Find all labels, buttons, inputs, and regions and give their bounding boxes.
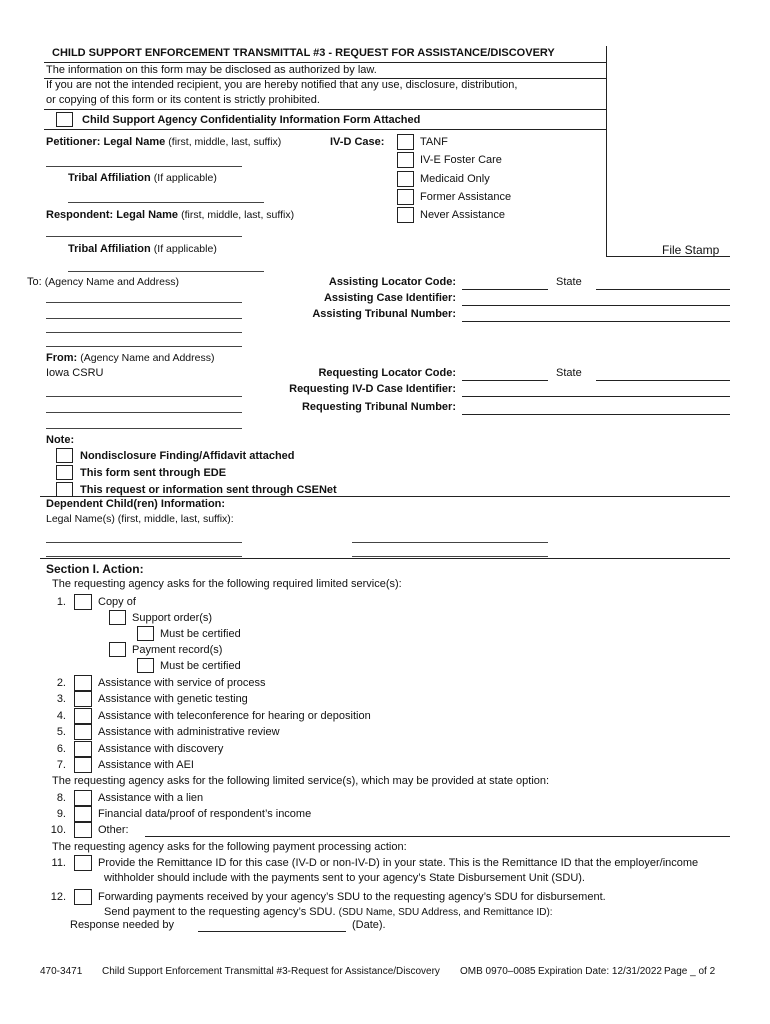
item7-number: 7. [56, 759, 66, 771]
item6-checkbox[interactable] [74, 741, 92, 757]
tribal-hint: (If applicable) [153, 172, 217, 184]
file-stamp-label: File Stamp [662, 243, 720, 257]
item2-number: 2. [56, 677, 66, 689]
nondisclosure-label: Nondisclosure Finding/Affidavit attached [80, 450, 295, 462]
requesting-case-label: Requesting IV-D Case Identifier: [289, 383, 456, 395]
petitioner-legal-label: Legal Name [103, 136, 166, 148]
requesting-locator-field[interactable] [462, 380, 548, 381]
respondent-heading [46, 210, 294, 221]
footer-expiration: Expiration Date: 12/31/2022 [538, 966, 662, 977]
ede-label: This form sent through EDE [80, 467, 227, 479]
to-address-line-4[interactable] [46, 346, 242, 347]
ivd-medicaid-label: Medicaid Only [420, 173, 490, 185]
item8-label: Assistance with a lien [98, 792, 204, 804]
respondent-hint: (first, middle, last, suffix) [181, 209, 295, 221]
section1-title: Section I. Action: [46, 562, 144, 576]
file-stamp-rule [606, 256, 730, 257]
header-rule-1 [44, 62, 606, 63]
payment-records-label: Payment record(s) [132, 644, 223, 656]
item10-number: 10. [50, 824, 66, 836]
requesting-tribunal-field[interactable] [462, 414, 730, 415]
child-name-field-3[interactable] [46, 556, 242, 557]
to-address-line-1[interactable] [46, 302, 242, 303]
support-orders-checkbox[interactable] [109, 610, 126, 625]
note-label: Note: [46, 434, 75, 446]
item6-label: Assistance with discovery [98, 743, 224, 755]
children-hint: Legal Name(s) (first, middle, last, suffix): [46, 513, 234, 525]
response-date-suffix: (Date). [352, 919, 386, 931]
ivd-case-label: IV-D Case: [330, 136, 385, 148]
respondent-legal-label: Legal Name [116, 209, 179, 221]
support-certified-checkbox[interactable] [137, 626, 154, 641]
item9-label: Financial data/proof of respondent’s income [98, 808, 312, 820]
item12-line-2 [104, 907, 553, 918]
item9-checkbox[interactable] [74, 806, 92, 822]
petitioner-name-field[interactable] [46, 166, 242, 167]
item5-number: 5. [56, 726, 66, 738]
tribal2-heading [68, 244, 217, 255]
tribal-label: Tribal Affiliation [68, 172, 151, 184]
requesting-tribunal-label: Requesting Tribunal Number: [301, 401, 456, 413]
ivd-foster-label: IV-E Foster Care [420, 154, 502, 166]
child-name-field-4[interactable] [352, 556, 548, 557]
item11-checkbox[interactable] [74, 855, 92, 871]
response-date-field[interactable] [198, 931, 346, 932]
assisting-state-field[interactable] [596, 289, 730, 290]
ede-checkbox[interactable] [56, 465, 73, 480]
from-heading [46, 353, 214, 364]
from-address-line-1[interactable] [46, 396, 242, 397]
nondisclosure-checkbox[interactable] [56, 448, 73, 463]
csenet-checkbox[interactable] [56, 482, 73, 497]
other-field[interactable] [145, 836, 730, 837]
notice-line-1: If you are not the intended recipient, you are hereby notified that any use, disclosure, distribution, [46, 79, 518, 91]
notice-line-2: or copying of this form or its content is strictly prohibited. [46, 94, 320, 106]
copy-of-checkbox[interactable] [74, 594, 92, 610]
ivd-foster-checkbox[interactable] [397, 152, 414, 168]
to-address-line-3[interactable] [46, 332, 242, 333]
footer-page: Page _ of 2 [664, 966, 716, 977]
item11-line-2: withholder should include with the payments sent to your agency’s State Disbursement Unit (SDU). [104, 872, 585, 884]
confidentiality-checkbox[interactable] [56, 112, 73, 127]
footer-form-title: Child Support Enforcement Transmittal #3-Request for Assistance/Discovery [102, 966, 440, 977]
item3-label: Assistance with genetic testing [98, 693, 248, 705]
item6-number: 6. [56, 743, 66, 755]
item2-label: Assistance with service of process [98, 677, 266, 689]
ivd-medicaid-checkbox[interactable] [397, 171, 414, 187]
tribal-heading [68, 173, 217, 184]
children-bottom-rule [40, 558, 730, 559]
item12-send-text: Send payment to the requesting agency’s SDU. [104, 906, 336, 918]
support-certified-label: Must be certified [160, 628, 241, 640]
item11-number: 11. [51, 857, 66, 869]
item9-number: 9. [56, 808, 66, 820]
requesting-locator-label: Requesting Locator Code: [318, 367, 456, 379]
payment-records-checkbox[interactable] [109, 642, 126, 657]
from-label: From: [46, 352, 78, 364]
note-bottom-rule [40, 496, 730, 497]
from-address-line-3[interactable] [46, 428, 242, 429]
petitioner-label: Petitioner: [46, 136, 101, 148]
to-label: To: [27, 276, 42, 288]
csenet-label: This request or information sent through CSENet [80, 484, 337, 496]
item1-number: 1. [56, 596, 66, 608]
tribal2-hint: (If applicable) [153, 243, 217, 255]
child-name-field-1[interactable] [46, 542, 242, 543]
item12-number: 12. [50, 891, 66, 903]
ivd-never-label: Never Assistance [420, 209, 505, 221]
ivd-tanf-checkbox[interactable] [397, 134, 414, 150]
header-right-border [606, 46, 607, 256]
item4-checkbox[interactable] [74, 708, 92, 724]
item12-line-1: Forwarding payments received by your agency’s SDU to the requesting agency’s SDU for disbursement. [98, 891, 606, 903]
requesting-case-field[interactable] [462, 396, 730, 397]
ivd-never-checkbox[interactable] [397, 207, 414, 223]
ivd-former-checkbox[interactable] [397, 189, 414, 205]
respondent-tribal-field[interactable] [68, 271, 264, 272]
item4-label: Assistance with teleconference for hearing or deposition [98, 710, 371, 722]
item2-checkbox[interactable] [74, 675, 92, 691]
ivd-tanf-label: TANF [420, 136, 448, 148]
form-title: CHILD SUPPORT ENFORCEMENT TRANSMITTAL #3 - REQUEST FOR ASSISTANCE/DISCOVERY [52, 47, 555, 59]
section1-required-intro: The requesting agency asks for the following required limited service(s): [52, 578, 402, 590]
item5-label: Assistance with administrative review [98, 726, 280, 738]
ivd-former-label: Former Assistance [420, 191, 512, 203]
item7-checkbox[interactable] [74, 757, 92, 773]
children-title: Dependent Child(ren) Information: [46, 498, 226, 510]
item10-label: Other: [98, 824, 129, 836]
assisting-locator-field[interactable] [462, 289, 548, 290]
requesting-state-field[interactable] [596, 380, 730, 381]
item3-number: 3. [56, 693, 66, 705]
section1-payment-intro: The requesting agency asks for the following payment processing action: [52, 841, 407, 853]
petitioner-hint: (first, middle, last, suffix) [168, 136, 282, 148]
item10-checkbox[interactable] [74, 822, 92, 838]
tribal2-label: Tribal Affiliation [68, 243, 151, 255]
petitioner-heading [46, 137, 281, 148]
petitioner-tribal-field[interactable] [68, 202, 264, 203]
assisting-locator-label: Assisting Locator Code: [328, 276, 456, 288]
assisting-tribunal-label: Assisting Tribunal Number: [312, 308, 456, 320]
item5-checkbox[interactable] [74, 724, 92, 740]
payment-certified-checkbox[interactable] [137, 658, 154, 673]
requesting-state-label: State [556, 367, 582, 379]
confidentiality-label: Child Support Agency Confidentiality Information Form Attached [82, 114, 421, 126]
assisting-state-label: State [556, 276, 582, 288]
to-hint: (Agency Name and Address) [44, 276, 179, 288]
header-rule-4 [44, 129, 606, 130]
item8-checkbox[interactable] [74, 790, 92, 806]
to-heading [27, 277, 179, 288]
respondent-name-field[interactable] [46, 236, 242, 237]
from-agency-value: Iowa CSRU [46, 367, 104, 379]
assisting-case-label: Assisting Case Identifier: [323, 292, 456, 304]
item4-number: 4. [56, 710, 66, 722]
item3-checkbox[interactable] [74, 691, 92, 707]
respondent-label: Respondent: [46, 209, 114, 221]
footer-omb: OMB 0970–0085 [460, 966, 536, 977]
item12-checkbox[interactable] [74, 889, 92, 905]
header-rule-3 [44, 109, 606, 110]
child-name-field-2[interactable] [352, 542, 548, 543]
section1-optional-intro: The requesting agency asks for the following limited service(s), which may be provided at state option: [52, 775, 550, 787]
from-hint: (Agency Name and Address) [80, 352, 215, 364]
disclosure-text: The information on this form may be disclosed as authorized by law. [46, 64, 377, 76]
item7-label: Assistance with AEI [98, 759, 194, 771]
support-orders-label: Support order(s) [132, 612, 213, 624]
to-address-line-2[interactable] [46, 318, 242, 319]
from-address-line-2[interactable] [46, 412, 242, 413]
item11-line-1: Provide the Remittance ID for this case (IV-D or non-IV-D) in your state. This is the Remittance ID that the employer/income [98, 857, 699, 869]
payment-certified-label: Must be certified [160, 660, 241, 672]
item12-hint: (SDU Name, SDU Address, and Remittance ID): [338, 907, 553, 918]
item8-number: 8. [56, 792, 66, 804]
assisting-tribunal-field[interactable] [462, 321, 730, 322]
footer-form-number: 470-3471 [40, 966, 83, 977]
copy-of-label: Copy of [98, 596, 136, 608]
assisting-case-field[interactable] [462, 305, 730, 306]
response-needed-label: Response needed by [70, 919, 174, 931]
